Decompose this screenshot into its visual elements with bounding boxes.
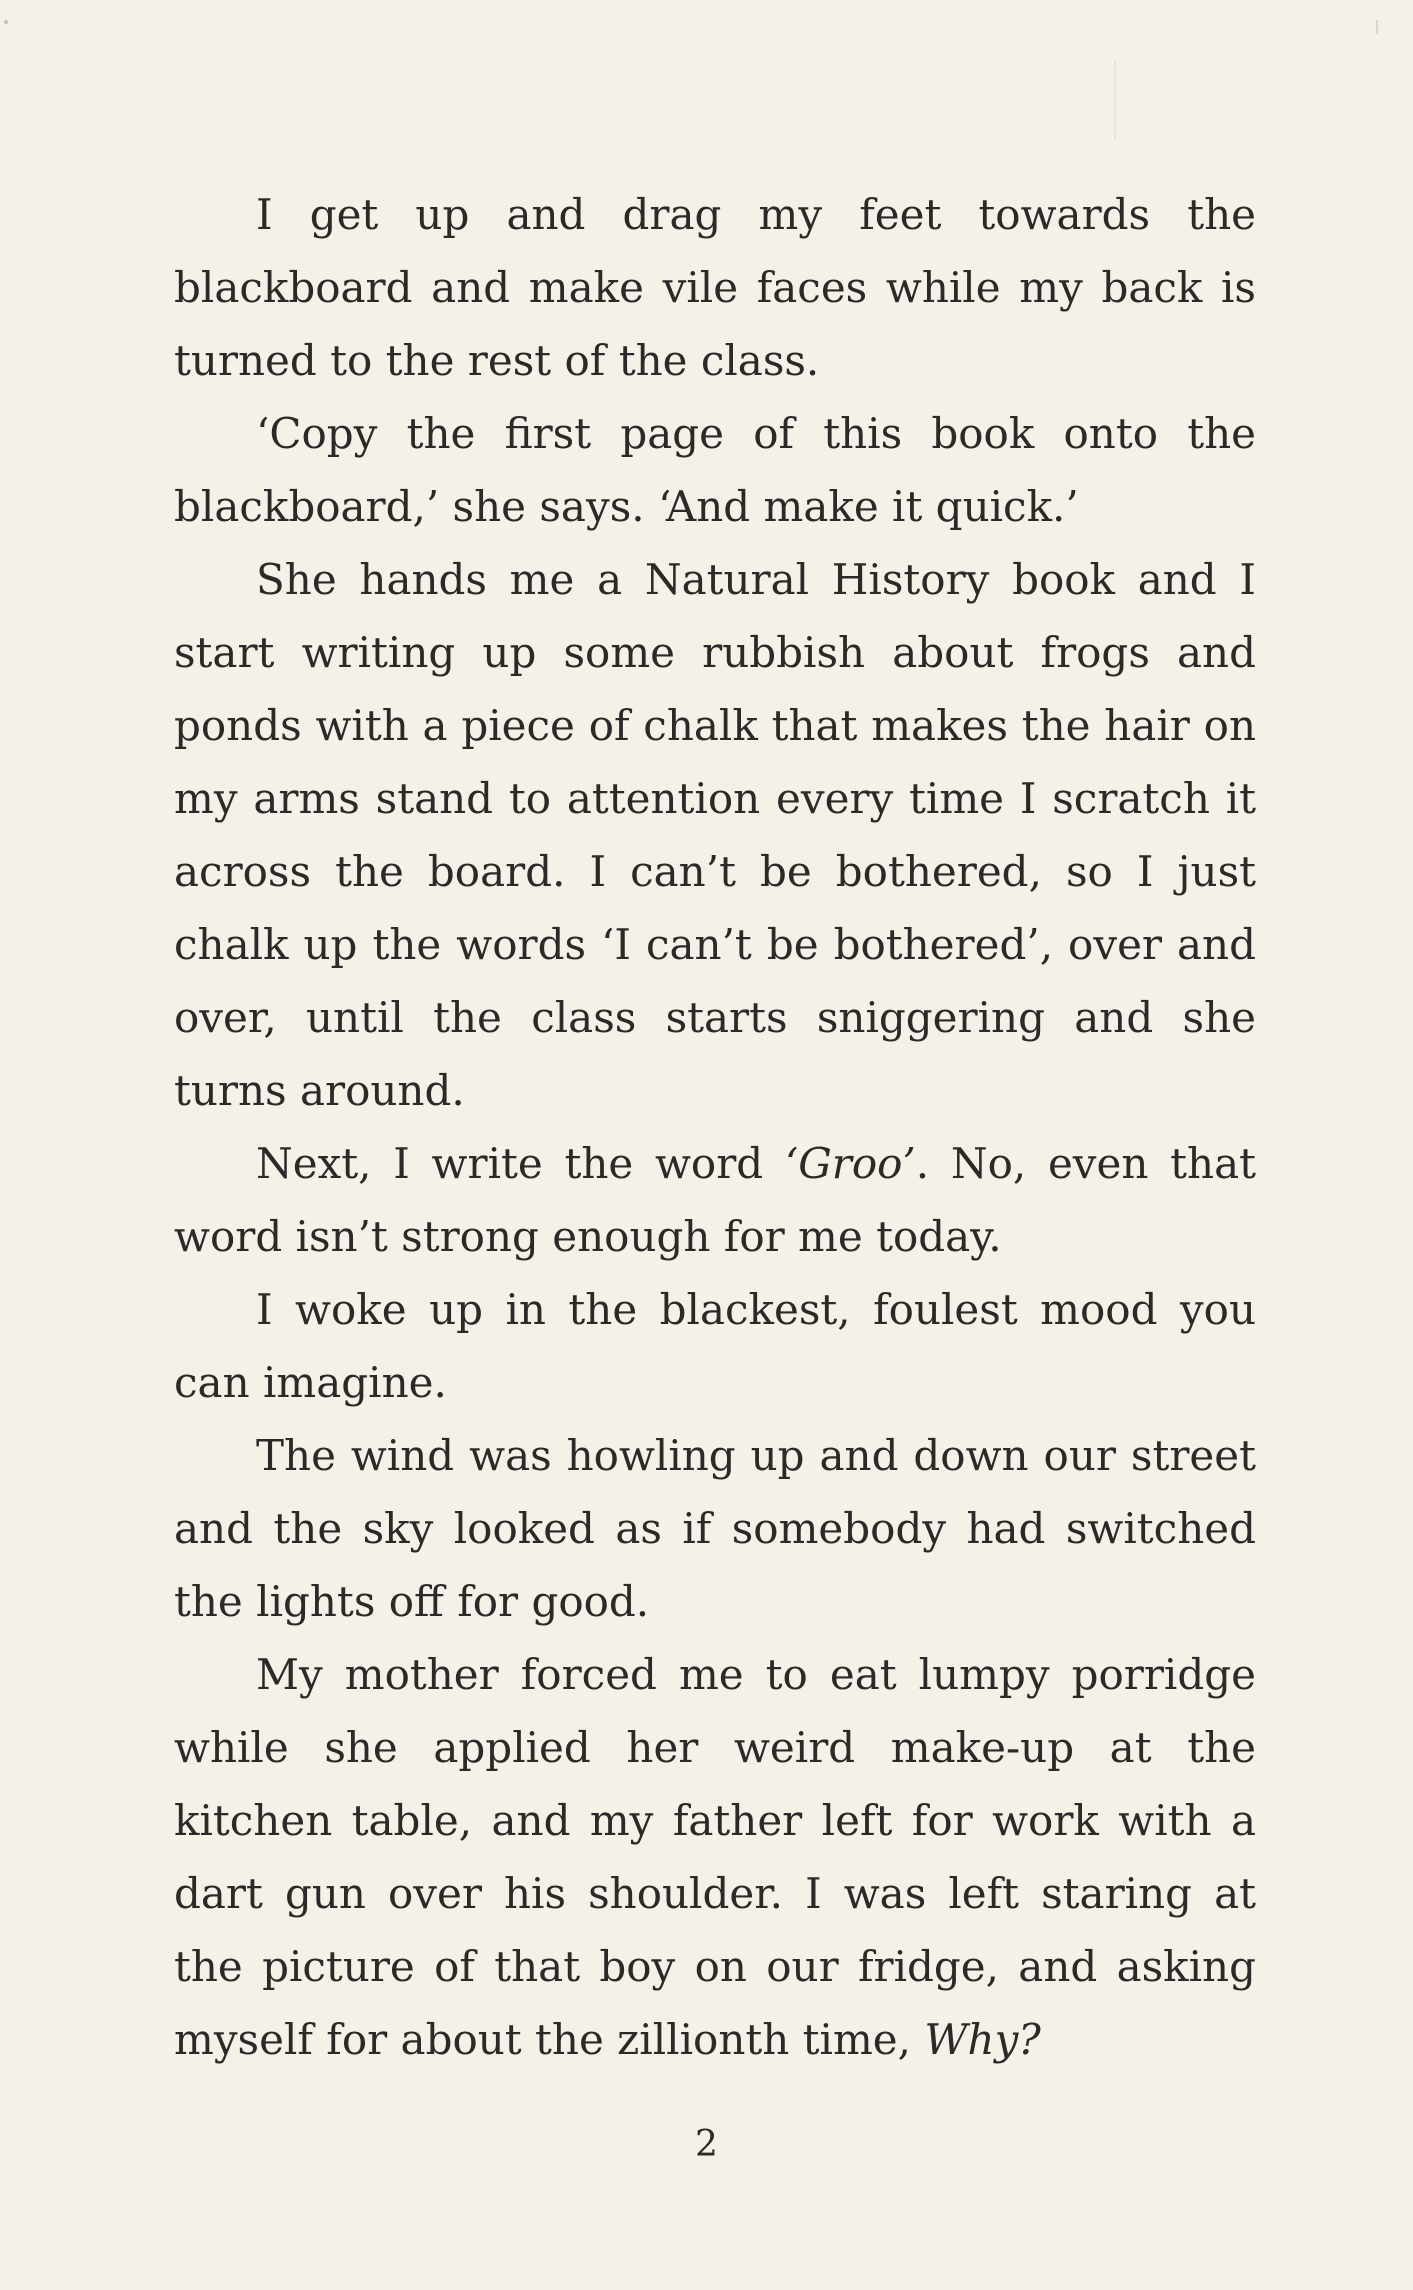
paragraph-4-text-after: . No, even that word isn’t strong enough for me today. [174,1139,1256,1261]
paragraph-1: I get up and drag my feet towards the blackboard and make vile faces while my back is turned to the rest of the class. [174,190,1256,385]
paragraph-6: The wind was howling up and down our street and the sky looked as if somebody had switched the lights off for good. [174,1431,1256,1626]
paragraph-4-text-before: Next, I write the word [256,1139,785,1188]
page-number: 2 [695,2124,718,2165]
paragraph-7-text-before: My mother forced me to eat lumpy porridge while she applied her weird make-up at the kitchen table, and my father left for work with a dart gun over his shoulder. I was left staring at the picture of that boy on our fridge, and asking myself for about the zillionth time, [174,1650,1256,2064]
paragraph-4-italic-word: ‘Groo’ [784,1139,916,1188]
paragraph-2: ‘Copy the first page of this book onto the blackboard,’ she says. ‘And make it quick.’ [174,409,1256,531]
paragraph-7-italic-word: Why? [924,2015,1041,2064]
paragraph-4 [174,1127,1256,1273]
scan-speck [4,20,8,24]
scan-crease [1114,60,1116,140]
paragraph-5: I woke up in the blackest, foulest mood you can imagine. [174,1285,1256,1407]
body-text [174,178,1256,2076]
paragraph-3: She hands me a Natural History book and I start writing up some rubbish about frogs and ponds with a piece of chalk that makes the hair on my arms stand to attention every time I scratch it across the board. I can’t be bothered, so I just chalk up the words ‘I can’t be bothered’, over and over, until the class starts sniggering and she turns around. [174,555,1256,1115]
paragraph-7 [174,1638,1256,2076]
scan-crease [1376,20,1378,34]
